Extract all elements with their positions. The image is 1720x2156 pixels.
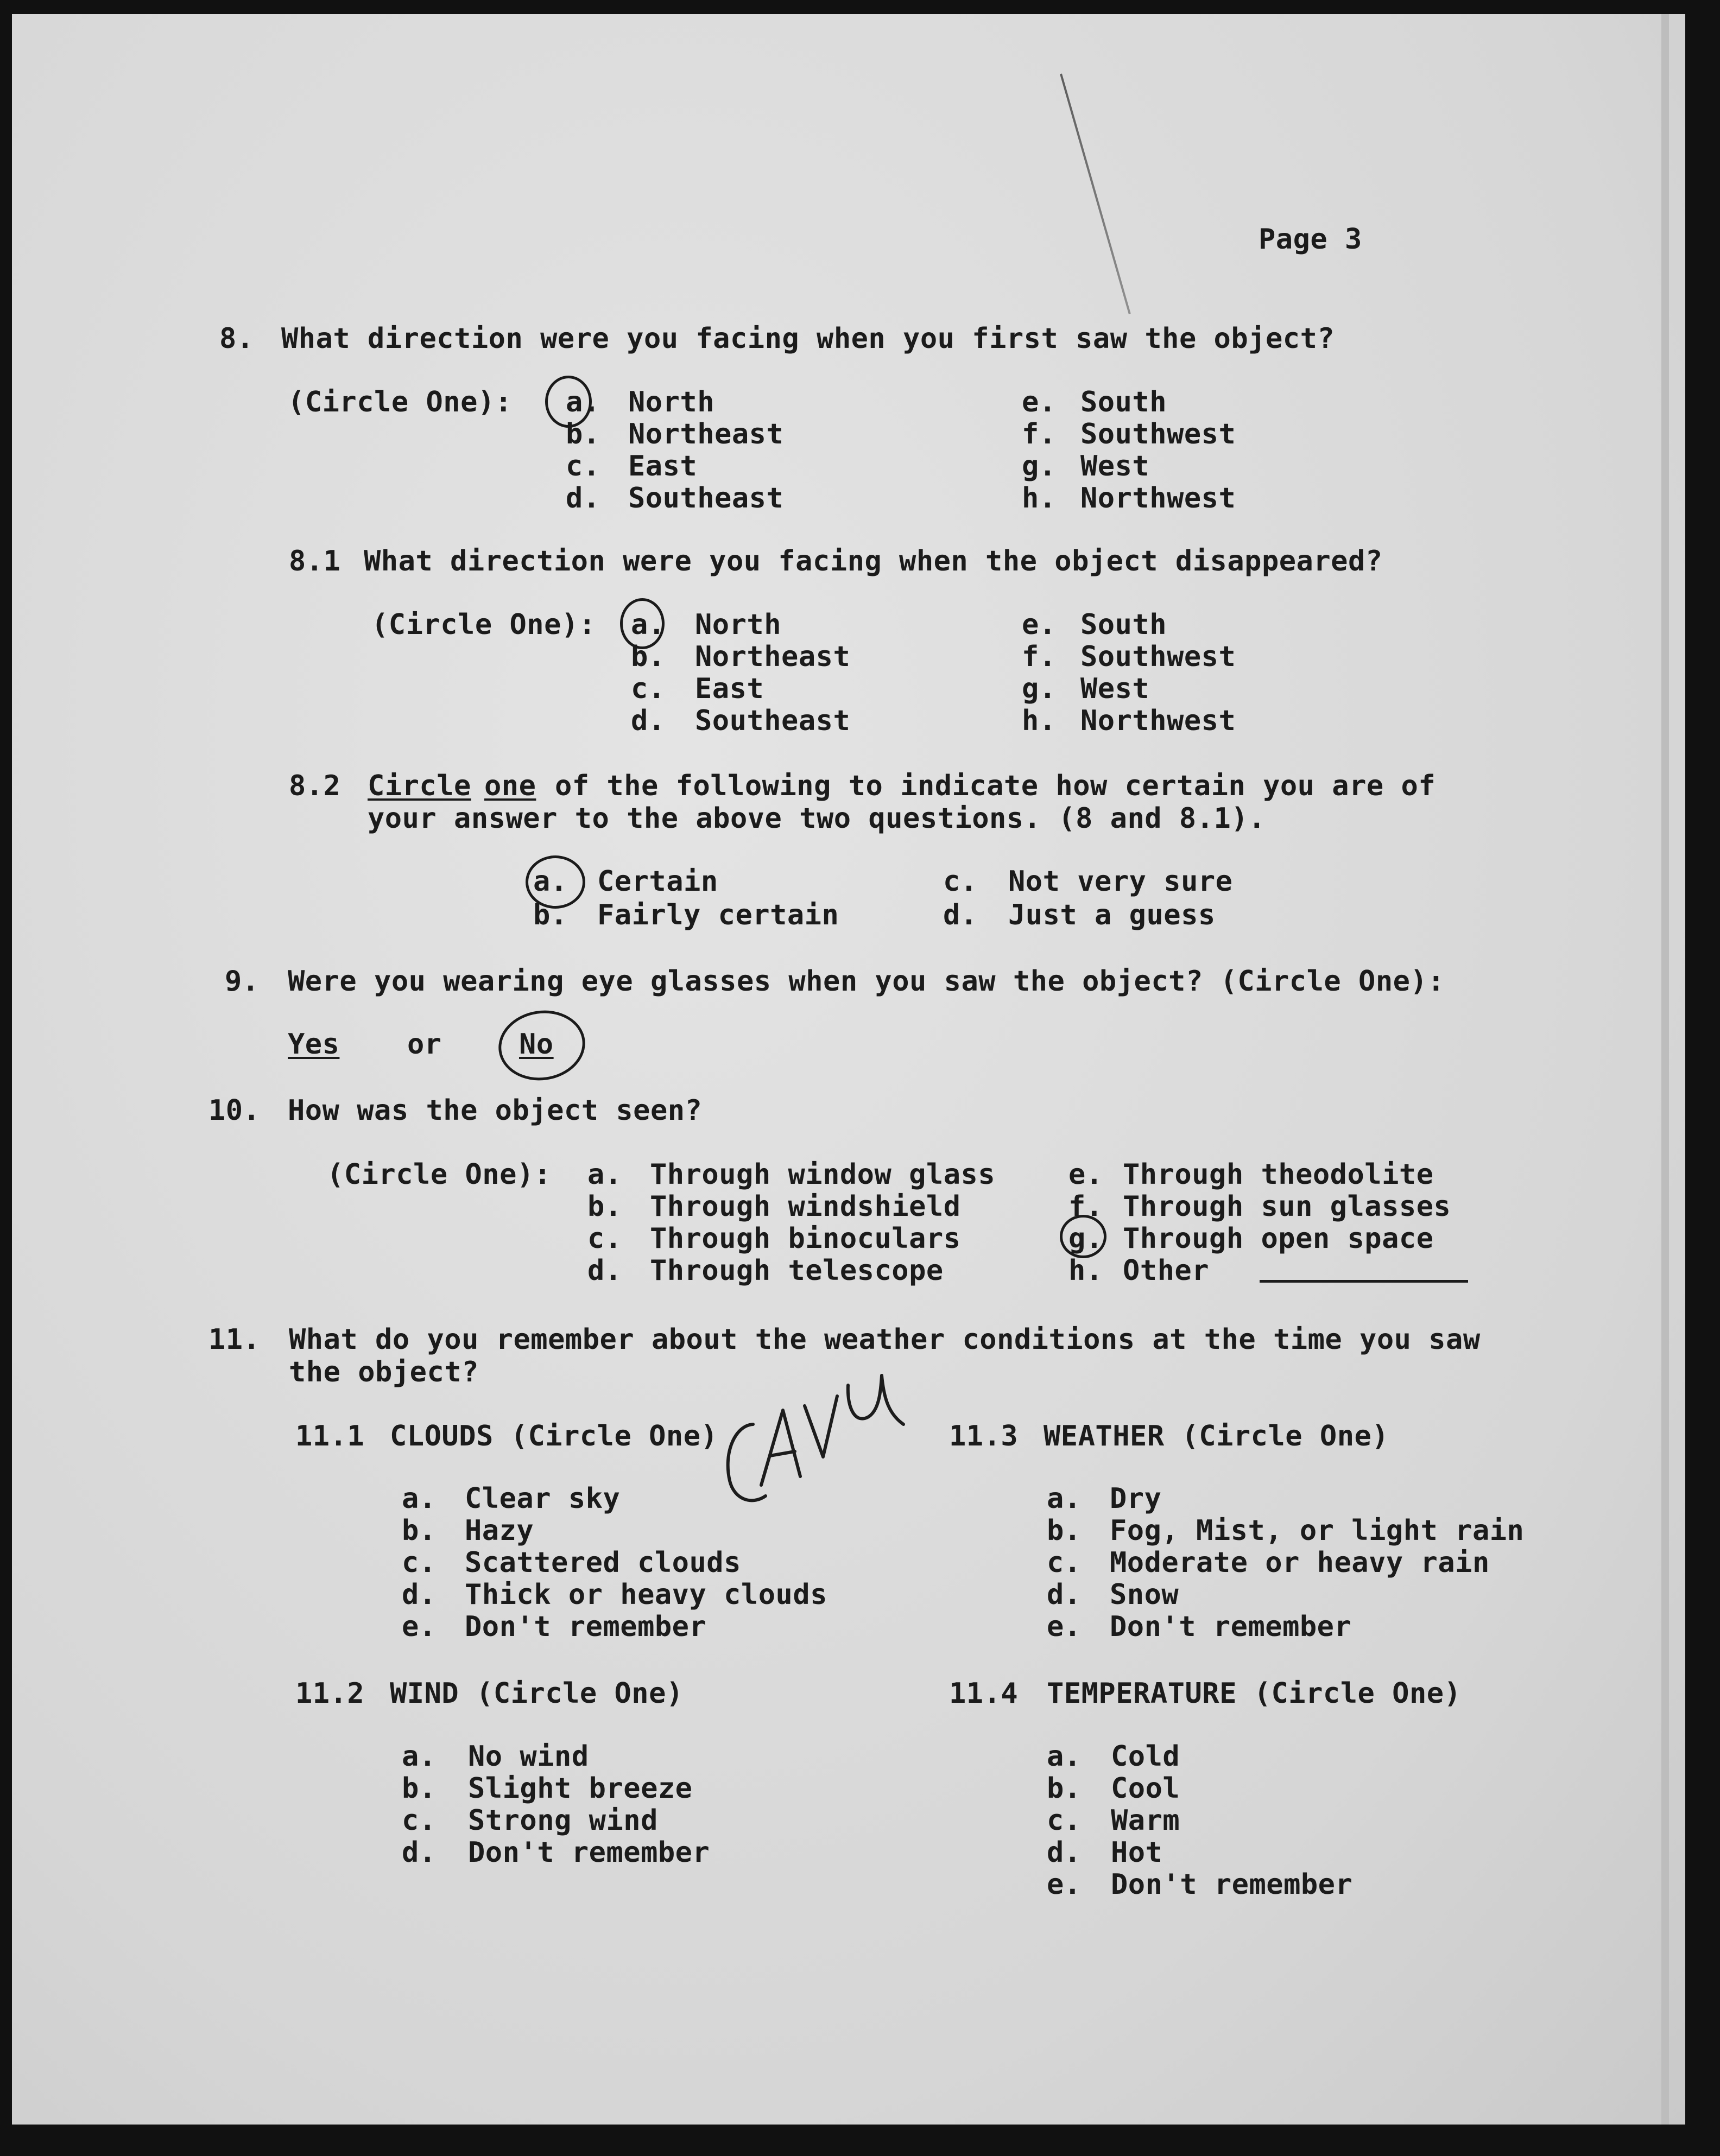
q11-4-opt-a-label: Cold: [1111, 1740, 1180, 1773]
q8-opt-f-letter: f.: [1022, 418, 1057, 451]
q11-4-opt-c-letter: c.: [1047, 1804, 1082, 1837]
q8-circle-one-label: (Circle One):: [288, 386, 513, 418]
q10-opt-g-label: Through open space: [1123, 1222, 1434, 1255]
q11-4-opt-e-label: Don't remember: [1111, 1868, 1353, 1901]
q11-3-opt-d-label: Snow: [1110, 1578, 1179, 1611]
q11-4-number: 11.4: [949, 1677, 1019, 1710]
q8-1-opt-f-letter: f.: [1022, 641, 1057, 673]
q8-opt-e-label: South: [1080, 386, 1167, 418]
q11-text-line2: the object?: [289, 1356, 479, 1388]
q11-4-opt-d-letter: d.: [1047, 1836, 1082, 1869]
q11-4-opt-b-letter: b.: [1047, 1772, 1082, 1805]
q8-2-text-rest: of the following to indicate how certain you are of: [555, 770, 1436, 802]
q10-answer-circle: [1060, 1215, 1106, 1258]
q8-1-opt-e-label: South: [1080, 608, 1167, 641]
q8-1-opt-h-letter: h.: [1022, 705, 1057, 737]
q10-opt-e-letter: e.: [1068, 1158, 1103, 1191]
q8-2-opt-c-label: Not very sure: [1008, 865, 1233, 898]
q8-opt-d-label: Southeast: [628, 482, 784, 515]
q10-circle-one-label: (Circle One):: [327, 1158, 552, 1191]
q8-1-answer-circle: [620, 598, 665, 649]
q11-1-opt-a-letter: a.: [402, 1482, 437, 1515]
q10-opt-a-label: Through window glass: [650, 1158, 996, 1191]
q11-4-opt-d-label: Hot: [1111, 1836, 1163, 1869]
q8-2-one-word: one: [484, 770, 536, 802]
q10-opt-a-letter: a.: [587, 1158, 622, 1191]
q8-2-opt-d-label: Just a guess: [1008, 899, 1216, 931]
q8-opt-g-label: West: [1080, 450, 1150, 483]
q11-2-opt-d-letter: d.: [402, 1836, 437, 1869]
q11-4-opt-a-letter: a.: [1047, 1740, 1082, 1773]
scan-edge-shadow: [1661, 14, 1669, 2125]
q11-1-opt-e-letter: e.: [402, 1610, 437, 1643]
scan-artifact-line: [1060, 73, 1131, 314]
q11-4-opt-e-letter: e.: [1047, 1868, 1082, 1901]
q11-3-opt-c-label: Moderate or heavy rain: [1110, 1546, 1490, 1579]
q8-answer-circle: [545, 376, 592, 428]
q11-3-opt-b-label: Fog, Mist, or light rain: [1110, 1514, 1525, 1547]
q11-1-opt-d-label: Thick or heavy clouds: [465, 1578, 827, 1611]
q8-opt-a-label: North: [628, 386, 715, 418]
q11-3-opt-e-label: Don't remember: [1110, 1610, 1352, 1643]
q8-opt-a-letter: a.: [566, 386, 600, 418]
q8-1-opt-a-letter: a.: [631, 608, 666, 641]
q8-1-opt-e-letter: e.: [1022, 608, 1057, 641]
q11-3-opt-e-letter: e.: [1047, 1610, 1082, 1643]
form-page: [12, 14, 1685, 2125]
q11-4-opt-b-label: Cool: [1111, 1772, 1180, 1805]
q11-4-opt-c-label: Warm: [1111, 1804, 1180, 1837]
q8-number: 8.: [219, 322, 254, 355]
q10-opt-c-label: Through binoculars: [650, 1222, 961, 1255]
q8-2-opt-b-label: Fairly certain: [597, 899, 839, 931]
q11-3-opt-d-letter: d.: [1047, 1578, 1082, 1611]
q8-1-opt-c-letter: c.: [631, 673, 666, 705]
q11-1-opt-a-label: Clear sky: [465, 1482, 621, 1515]
q10-opt-b-letter: b.: [587, 1190, 622, 1223]
q8-1-opt-c-label: East: [695, 673, 764, 705]
q8-opt-c-label: East: [628, 450, 698, 483]
q9-number: 9.: [225, 965, 260, 998]
q8-1-opt-f-label: Southwest: [1080, 641, 1236, 673]
q11-1-title: CLOUDS (Circle One): [390, 1420, 718, 1453]
q10-opt-g-letter: g.: [1068, 1222, 1103, 1255]
q11-2-opt-c-label: Strong wind: [468, 1804, 658, 1837]
q8-opt-e-letter: e.: [1022, 386, 1057, 418]
q11-3-number: 11.3: [949, 1420, 1019, 1453]
q11-1-opt-d-letter: d.: [402, 1578, 437, 1611]
q11-4-title: TEMPERATURE (Circle One): [1047, 1677, 1462, 1710]
q8-2-opt-d-letter: d.: [943, 899, 978, 931]
q11-2-opt-c-letter: c.: [402, 1804, 437, 1837]
q11-3-opt-b-letter: b.: [1047, 1514, 1082, 1547]
q8-1-opt-g-label: West: [1080, 673, 1150, 705]
q11-3-title: WEATHER (Circle One): [1044, 1420, 1389, 1453]
q10-opt-e-label: Through theodolite: [1123, 1158, 1434, 1191]
q11-1-opt-b-label: Hazy: [465, 1514, 534, 1547]
q9-no: No: [519, 1028, 554, 1061]
q8-2-opt-b-letter: b.: [533, 899, 568, 931]
q8-opt-h-label: Northwest: [1080, 482, 1236, 515]
q10-opt-f-letter: f.: [1068, 1190, 1103, 1223]
q10-opt-b-label: Through windshield: [650, 1190, 961, 1223]
q8-2-opt-a-label: Certain: [597, 865, 718, 898]
q8-2-text-line2: your answer to the above two questions. (8 and 8.1).: [368, 802, 1266, 835]
q8-opt-h-letter: h.: [1022, 482, 1057, 515]
q8-1-opt-g-letter: g.: [1022, 673, 1057, 705]
q10-other-blank-line: [1260, 1280, 1468, 1283]
q8-1-opt-d-label: Southeast: [695, 705, 851, 737]
q10-number: 10.: [208, 1094, 261, 1127]
q8-opt-b-label: Northeast: [628, 418, 784, 451]
q10-opt-d-letter: d.: [587, 1254, 622, 1287]
q9-text: Were you wearing eye glasses when you saw the object? (Circle One):: [288, 965, 1445, 998]
q11-1-opt-c-letter: c.: [402, 1546, 437, 1579]
q11-number: 11.: [208, 1323, 261, 1356]
page-number: Page 3: [1259, 223, 1362, 256]
q11-1-opt-e-label: Don't remember: [465, 1610, 707, 1643]
q11-1-opt-b-letter: b.: [402, 1514, 437, 1547]
q9-yes: Yes: [288, 1028, 340, 1061]
q8-2-number: 8.2: [289, 770, 341, 802]
q8-text: What direction were you facing when you first saw the object?: [281, 322, 1335, 355]
q10-opt-h-letter: h.: [1068, 1254, 1103, 1287]
q8-opt-g-letter: g.: [1022, 450, 1057, 483]
q11-text-line1: What do you remember about the weather conditions at the time you saw: [289, 1323, 1481, 1356]
q11-2-title: WIND (Circle One): [390, 1677, 684, 1710]
q11-2-opt-a-label: No wind: [468, 1740, 589, 1773]
q10-opt-d-label: Through telescope: [650, 1254, 944, 1287]
q9-answer-circle: [494, 1005, 590, 1086]
q10-opt-c-letter: c.: [587, 1222, 622, 1255]
q11-3-opt-a-label: Dry: [1110, 1482, 1162, 1515]
q11-3-opt-c-letter: c.: [1047, 1546, 1082, 1579]
q8-1-opt-a-label: North: [695, 608, 782, 641]
cavu-handwriting: [701, 1360, 919, 1523]
q11-2-opt-b-label: Slight breeze: [468, 1772, 693, 1805]
q11-2-opt-b-letter: b.: [402, 1772, 437, 1805]
q11-2-opt-a-letter: a.: [402, 1740, 437, 1773]
q8-2-circle-word: Circle: [368, 770, 471, 802]
q8-opt-d-letter: d.: [566, 482, 600, 515]
q11-2-opt-d-label: Don't remember: [468, 1836, 710, 1869]
q10-opt-f-label: Through sun glasses: [1123, 1190, 1451, 1223]
q11-1-opt-c-label: Scattered clouds: [465, 1546, 741, 1579]
q8-opt-f-label: Southwest: [1080, 418, 1236, 451]
q10-opt-h-label: Other: [1123, 1254, 1210, 1287]
q11-1-number: 11.1: [295, 1420, 365, 1453]
q8-2-answer-circle: [526, 855, 585, 909]
q8-1-opt-h-label: Northwest: [1080, 705, 1236, 737]
q10-text: How was the object seen?: [288, 1094, 703, 1127]
q8-2-opt-a-letter: a.: [533, 865, 568, 898]
q8-1-opt-b-label: Northeast: [695, 641, 851, 673]
q8-opt-c-letter: c.: [566, 450, 600, 483]
q8-1-opt-b-letter: b.: [631, 641, 666, 673]
q8-1-text: What direction were you facing when the object disappeared?: [364, 545, 1383, 578]
q8-1-opt-d-letter: d.: [631, 705, 666, 737]
q8-1-circle-one-label: (Circle One):: [371, 608, 596, 641]
q8-1-number: 8.1: [289, 545, 341, 578]
q9-or: or: [407, 1028, 442, 1061]
q8-opt-b-letter: b.: [566, 418, 600, 451]
q8-2-opt-c-letter: c.: [943, 865, 978, 898]
q11-2-number: 11.2: [295, 1677, 365, 1710]
q11-3-opt-a-letter: a.: [1047, 1482, 1082, 1515]
